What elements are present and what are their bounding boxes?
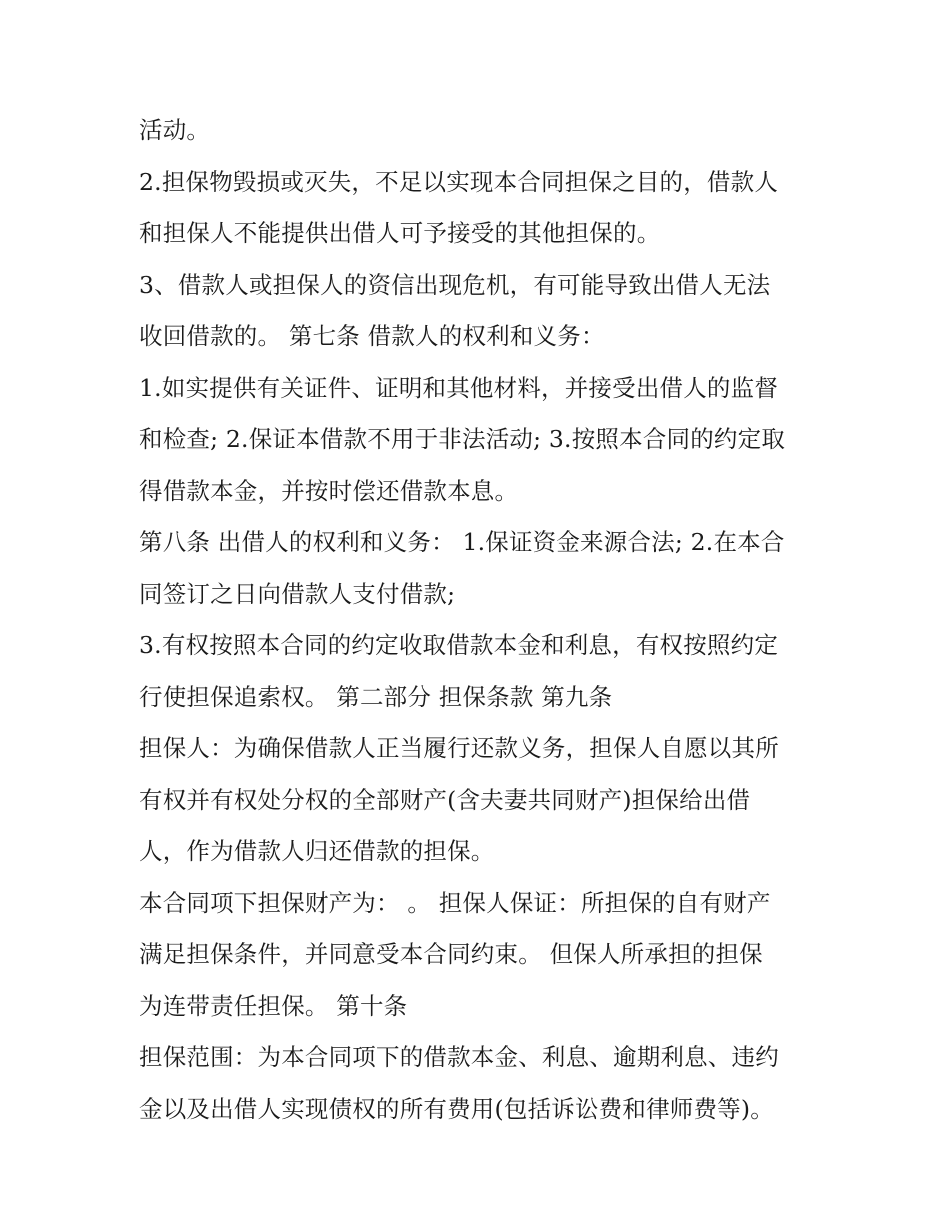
text-line: 3.有权按照本合同的约定收取借款本金和利息，有权按照约定 bbox=[139, 631, 779, 659]
document-body bbox=[139, 105, 829, 1135]
text-line: 行使担保追索权。 第二部分 担保条款 第九条 bbox=[139, 682, 613, 711]
text-line: 收回借款的。 第七条 借款人的权利和义务： bbox=[139, 322, 605, 350]
text-line: 为连带责任担保。 第十条 bbox=[139, 991, 408, 1020]
text-line: 同签订之日向借款人支付借款; bbox=[139, 579, 456, 608]
text-line: 1.如实提供有关证件、证明和其他材料，并接受出借人的监督 bbox=[139, 373, 779, 402]
text-line: 和担保人不能提供出借人可予接受的其他担保的。 bbox=[139, 219, 661, 247]
text-line: 2.担保物毁损或灭失，不足以实现本合同担保之目的，借款人 bbox=[139, 167, 779, 196]
text-line: 本合同项下担保财产为： 。 担保人保证：所担保的自有财产 bbox=[139, 888, 771, 917]
text-line: 有权并有权处分权的全部财产(含夫妻共同财产)担保给出借 bbox=[139, 785, 751, 814]
text-line: 和检查; 2.保证本借款不用于非法活动; 3.按照本合同的约定取 bbox=[139, 425, 786, 453]
text-line: 满足担保条件，并同意受本合同约束。 但保人所承担的担保 bbox=[139, 940, 763, 968]
text-line: 担保范围：为本合同项下的借款本金、利息、逾期利息、违约 bbox=[139, 1043, 779, 1071]
text-line: 金以及出借人实现债权的所有费用(包括诉讼费和律师费等)。 bbox=[139, 1094, 774, 1123]
text-line: 3、借款人或担保人的资信出现危机，有可能导致出借人无法 bbox=[139, 270, 771, 299]
text-line: 人，作为借款人归还借款的担保。 bbox=[139, 837, 495, 865]
text-line: 担保人：为确保借款人正当履行还款义务，担保人自愿以其所 bbox=[139, 734, 779, 762]
text-line: 活动。 bbox=[139, 116, 211, 144]
text-line: 第八条 出借人的权利和义务： 1.保证资金来源合法; 2.在本合 bbox=[139, 528, 785, 556]
text-line: 得借款本金，并按时偿还借款本息。 bbox=[139, 476, 519, 505]
